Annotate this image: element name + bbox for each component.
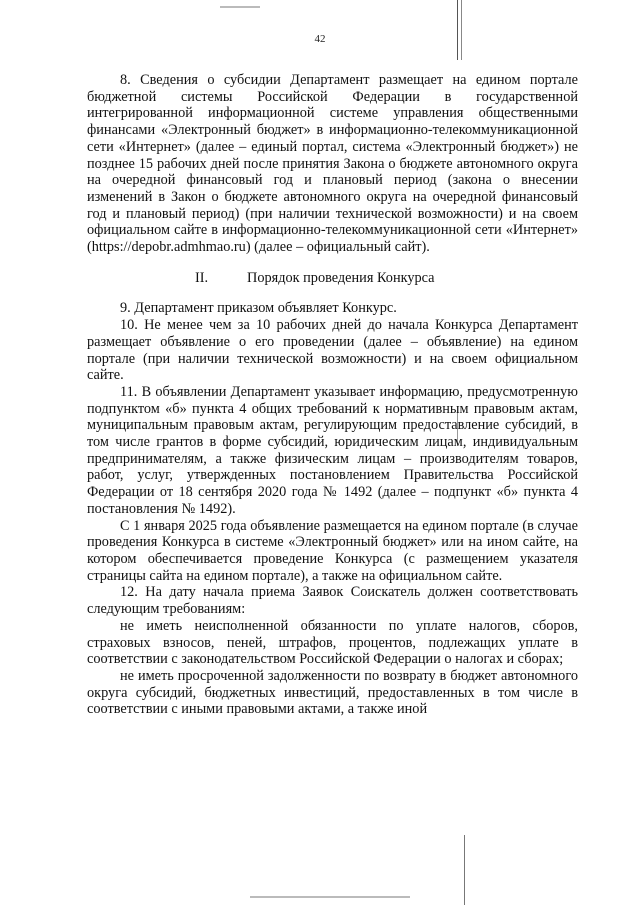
scan-noise [220, 6, 260, 8]
paragraph-9: 9. Департамент приказом объявляет Конкурс. [120, 300, 397, 317]
scan-fold-mark [457, 0, 462, 60]
page-number: 42 [314, 33, 326, 45]
paragraph-8: 8. Сведения о субсидии Департамент размещает на едином портале бюджетной системы Российской Федерации в государственной интегрированной информационной системе управления общественными финансами «Электронный бюджет» в информационно-телекоммуникационной сети «Интернет» (далее – единый портал, система «Электронный бюджет») не позднее 15 рабочих дней после принятия Закона о бюджете автономного округа на очередной финансовый год и плановый период (закона о внесении изменений в Закон о бюджете автономного округа на очередной финансовый год и плановый период) (при наличии технической возможности) и на своем официальном сайте в информационно-телекоммуникационной сети «Интернет» (https://depobr.admhmao.ru) (далее – официальный сайт). [87, 72, 578, 256]
section-number: II. [195, 269, 209, 286]
paragraph-11-2025: С 1 января 2025 года объявление размещается на едином портале (в случае проведения Конкурса в системе «Электронный бюджет» или на ином сайте, на котором обеспечивается проведение Конкурса (с размещением указателя страницы сайта на едином портале), а также на официальном сайте. [87, 517, 578, 584]
paragraph-10: 10. Не менее чем за 10 рабочих дней до начала Конкурса Департамент размещает объявление о его проведении (далее – объявление) на едином портале (при наличии технической возможности) и на своем официальном сайте. [87, 317, 578, 384]
requirement-item: не иметь неисполненной обязанности по уплате налогов, сборов, страховых взносов, пеней, штрафов, процентов, подлежащих уплате в соответствии с законодательством Российской Федерации о налогах и сборах; [87, 617, 578, 668]
section-heading [87, 270, 578, 287]
scan-noise [250, 896, 410, 898]
paragraph-11: 11. В объявлении Департамент указывает информацию, предусмотренную подпунктом «б» пункта 4 общих требований к нормативным правовым актам, муниципальным правовым актам, регулирующим предоставление субсидий, в том числе грантов в форме субсидий, юридическим лицам, индивидуальным предпринимателям, а также физическим лицам – производителям товаров, работ, услуг, утвержденных постановлением Правительства Российской Федерации от 18 сентября 2020 года № 1492 (далее – подпункт «б» пункта 4 постановления № 1492). [87, 383, 578, 517]
section-title: Порядок проведения Конкурса [247, 269, 435, 286]
scan-fold-mark [464, 835, 465, 905]
document-body [87, 72, 578, 718]
requirement-item: не иметь просроченной задолженности по возврату в бюджет автономного округа субсидий, бюджетных инвестиций, предоставленных в том числе в соответствии с иными правовыми актами, а также иной [87, 667, 578, 718]
paragraph-12: 12. На дату начала приема Заявок Соискатель должен соответствовать следующим требованиям: [87, 584, 578, 618]
